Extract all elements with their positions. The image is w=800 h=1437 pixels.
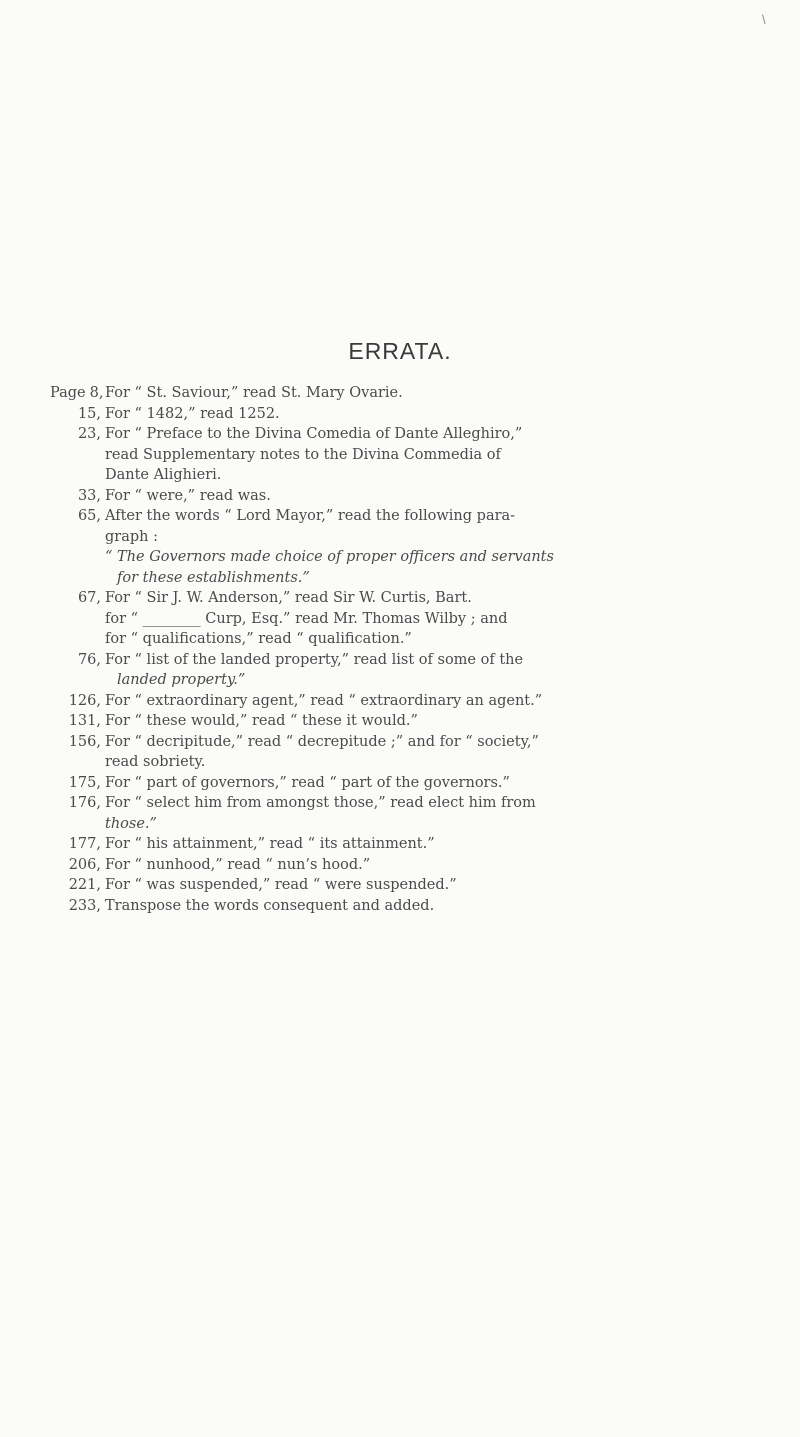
page-title: ERRATA. — [348, 338, 452, 364]
errata-entry — [50, 691, 770, 712]
errata-entry — [50, 424, 770, 486]
errata-entry — [50, 875, 770, 896]
page-ref: 206, — [68, 856, 101, 873]
errata-line: For “ 1482,” read 1252. — [105, 405, 280, 422]
errata-line: for these establishments.” — [117, 569, 310, 586]
errata-line: For “ his attainment,” read “ its attainment.” — [105, 836, 435, 852]
page-number — [50, 834, 105, 855]
errata-line: For “ decripitude,” read “ decrepitude ;” and for “ society,” — [105, 733, 539, 750]
page-number — [50, 486, 105, 507]
errata-line: For “ were,” read was. — [105, 487, 271, 504]
page-number — [50, 691, 105, 712]
errata-text — [105, 424, 770, 486]
page-ref: 233, — [68, 897, 101, 914]
errata-entry — [50, 773, 770, 794]
errata-line: For “ Sir J. W. Anderson,” read Sir W. Curtis, Bart. — [105, 590, 472, 606]
errata-line: for “ ________ Curp, Esq.” read Mr. Thomas Wilby ; and — [105, 610, 508, 627]
page-ref: 67, — [77, 590, 101, 606]
page-number — [50, 773, 105, 794]
errata-entry — [50, 711, 770, 732]
page-ref: 176, — [68, 795, 101, 811]
errata-line: For “ select him from amongst those,” read elect him from — [105, 795, 536, 811]
errata-line: After the words “ Lord Mayor,” read the following para- — [105, 508, 516, 524]
page-ref: 175, — [68, 774, 101, 791]
page-number — [50, 588, 105, 609]
errata-line: For “ Preface to the Divina Comedia of Dante Alleghiro,” — [105, 426, 523, 442]
page-number — [50, 404, 105, 425]
errata-text — [105, 588, 770, 650]
errata-text — [105, 896, 770, 917]
page-number — [50, 711, 105, 732]
page-number — [50, 732, 105, 753]
errata-line: graph : — [105, 528, 158, 545]
page-number — [50, 383, 105, 404]
errata-line: For “ part of governors,” read “ part of the governors.” — [105, 774, 510, 791]
page-number — [50, 506, 105, 527]
page-number — [50, 650, 105, 671]
errata-text — [105, 793, 770, 834]
errata-line: for “ qualifications,” read “ qualification.” — [105, 631, 412, 647]
errata-line: Dante Alighieri. — [105, 467, 222, 483]
errata-text — [105, 404, 770, 425]
page-prefix: Page — [50, 385, 86, 401]
errata-line: “ The Governors made choice of proper officers and servants — [105, 549, 554, 565]
errata-text — [105, 855, 770, 876]
errata-line: read Supplementary notes to the Divina Commedia of — [105, 446, 501, 463]
errata-text — [105, 486, 770, 507]
errata-entry — [50, 834, 770, 855]
errata-entry — [50, 404, 770, 425]
errata-line: For “ St. Saviour,” read St. Mary Ovarie. — [105, 385, 403, 401]
errata-line: Transpose the words consequent and added. — [105, 897, 435, 914]
errata-entry — [50, 588, 770, 650]
errata-text — [105, 773, 770, 794]
errata-text — [105, 506, 770, 588]
errata-line: landed property.” — [117, 672, 246, 688]
page-number — [50, 793, 105, 814]
page-ref: 177, — [68, 836, 101, 852]
page-ref: 33, — [77, 487, 101, 504]
errata-entry — [50, 506, 770, 588]
errata-text — [105, 711, 770, 732]
errata-list — [50, 383, 770, 916]
errata-line: For “ these would,” read “ these it would.” — [105, 713, 418, 729]
errata-line: For “ list of the landed property,” read list of some of the — [105, 651, 524, 668]
page-ref: 126, — [68, 692, 101, 709]
errata-line: those.” — [105, 815, 157, 832]
errata-line: For “ nunhood,” read “ nun’s hood.” — [105, 856, 371, 873]
errata-text — [105, 650, 770, 691]
page-ref: 8, — [89, 385, 104, 401]
errata-line: read sobriety. — [105, 754, 206, 770]
errata-entry — [50, 383, 770, 404]
errata-text — [105, 691, 770, 712]
errata-text — [105, 383, 770, 404]
page-number — [50, 855, 105, 876]
page-number — [50, 424, 105, 445]
page-ref: 65, — [77, 508, 101, 524]
errata-entry — [50, 855, 770, 876]
page-ref: 15, — [77, 405, 101, 422]
page-ref: 76, — [77, 651, 101, 668]
errata-line: For “ was suspended,” read “ were suspended.” — [105, 877, 457, 893]
errata-entry — [50, 896, 770, 917]
errata-entry — [50, 732, 770, 773]
page-ref: 23, — [77, 426, 101, 442]
page-number — [50, 896, 105, 917]
errata-entry — [50, 486, 770, 507]
errata-text — [105, 875, 770, 896]
errata-text — [105, 834, 770, 855]
errata-text — [105, 732, 770, 773]
errata-entry — [50, 793, 770, 834]
errata-entry — [50, 650, 770, 691]
page-ref: 131, — [68, 713, 101, 729]
errata-line: For “ extraordinary agent,” read “ extraordinary an agent.” — [105, 692, 543, 709]
corner-mark: \ — [762, 12, 766, 27]
page-number — [50, 875, 105, 896]
page-ref: 156, — [68, 733, 101, 750]
page-ref: 221, — [68, 877, 101, 893]
